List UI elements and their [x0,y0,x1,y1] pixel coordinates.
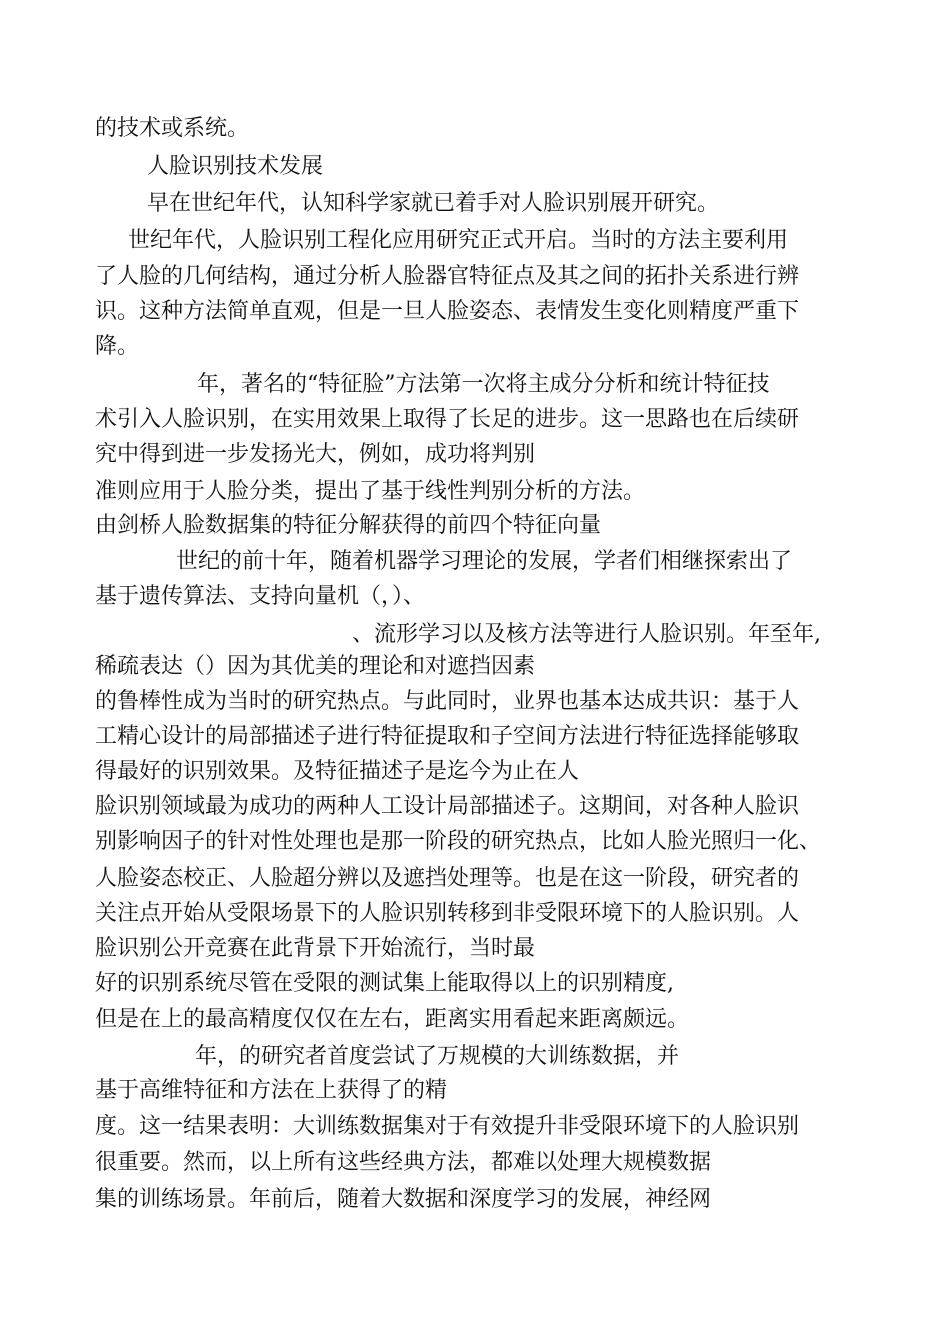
text-line: 好的识别系统尽管在受限的测试集上能取得以上的识别精度, [95,971,674,996]
text-line: 年，著名的“特征脸”方法第一次将主成分分析和统计特征技 [197,372,770,397]
text-line: 降。 [95,334,140,359]
text-line: 识。这种方法简单直观，但是一旦人脸姿态、表情发生变化则精度严重下 [95,299,800,324]
text-line: 的技术或系统。 [95,116,250,141]
text-line: 关注点开始从受限场景下的人脸识别转移到非受限环境下的人脸识别。人 [95,901,800,926]
text-line: 集的训练场景。年前后，随着大数据和深度学习的发展，神经网 [95,1187,712,1212]
text-line: 但是在上的最高精度仅仅在左右，距离实用看起来距离颇远。 [95,1007,690,1032]
text-line: 术引入人脸识别，在实用效果上取得了长足的进步。这一思路也在后续研 [95,407,800,432]
text-line: 别影响因子的针对性处理也是那一阶段的研究热点，比如人脸光照归一化、 [95,829,822,854]
text-line: 了人脸的几何结构，通过分析人脸器官特征点及其之间的拓扑关系进行辨 [95,264,800,289]
text-line: 工精心设计的局部描述子进行特征提取和子空间方法进行特征选择能够取 [95,724,800,749]
text-line: 人脸姿态校正、人脸超分辨以及遮挡处理等。也是在这一阶段，研究者的 [95,866,800,891]
text-line: 基于高维特征和方法在上获得了的精 [95,1078,448,1103]
text-line: 年，的研究者首度尝试了万规模的大训练数据，并 [195,1044,680,1069]
text-line: 稀疏表达（）因为其优美的理论和对遮挡因素 [95,654,536,679]
text-line: 准则应用于人脸分类，提出了基于线性判别分析的方法。 [95,479,646,504]
text-line: 脸识别公开竞赛在此背景下开始流行，当时最 [95,936,536,961]
text-line: 早在世纪年代，认知科学家就已着手对人脸识别展开研究。 [147,191,720,216]
text-line: 度。这一结果表明：大训练数据集对于有效提升非受限环境下的人脸识别 [95,1114,800,1139]
text-line: 基于遗传算法、支持向量机（，）、 [95,584,426,609]
text-line: 得最好的识别效果。及特征描述子是迄今为止在人 [95,759,580,784]
text-line: 世纪年代，人脸识别工程化应用研究正式开启。当时的方法主要利用 [128,228,789,253]
text-line: 很重要。然而，以上所有这些经典方法，都难以处理大规模数据 [95,1150,712,1175]
text-line: 脸识别领域最为成功的两种人工设计局部描述子。这期间，对各种人脸识 [95,794,800,819]
text-line: 的鲁棒性成为当时的研究热点。与此同时，业界也基本达成共识：基于人 [95,689,800,714]
section-heading: 人脸识别技术发展 [147,154,324,179]
text-line: 、流形学习以及核方法等进行人脸识别。年至年, [352,622,821,647]
text-line: 世纪的前十年，随着机器学习理论的发展，学者们相继探索出了 [176,549,793,574]
text-line: 究中得到进一步发扬光大，例如，成功将判别 [95,442,536,467]
figure-caption: 由剑桥人脸数据集的特征分解获得的前四个特征向量 [95,513,602,538]
